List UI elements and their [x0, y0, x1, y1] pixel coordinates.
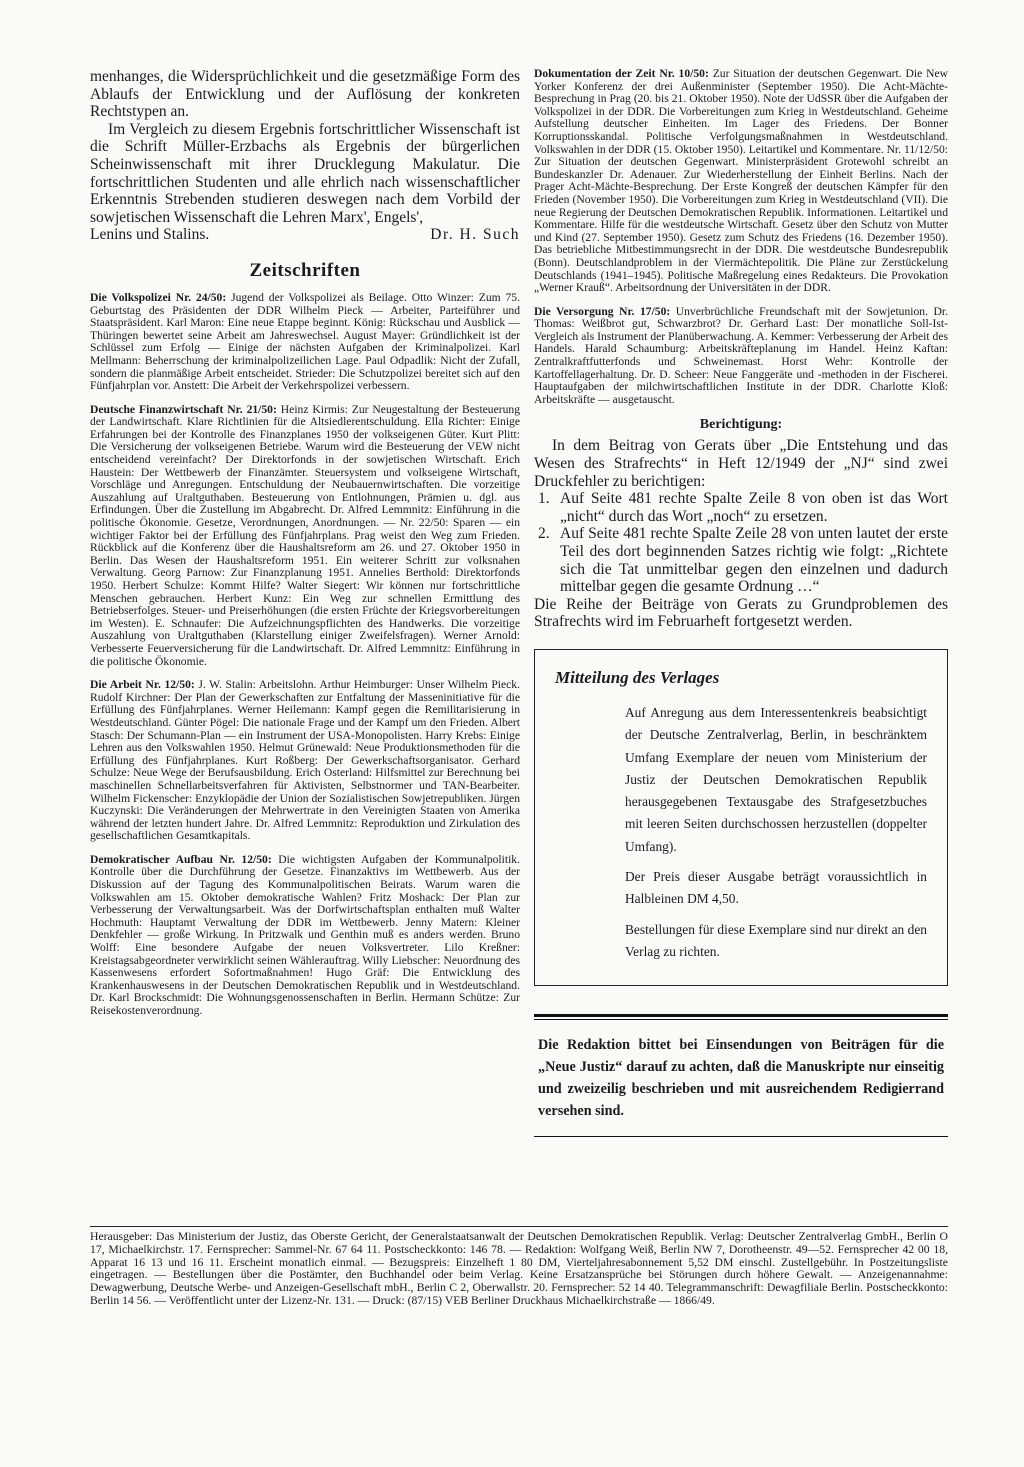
- journal-entry-text: Die wichtigsten Aufgaben der Kommunalpolitik. Kontrolle über die Durchführung der Gesetze. Finanzaktivs im Wettbewerb. Aus der Diskussion auf der Tagung des Kommunalpolitischen Beirats. Warum waren die Volkswahlen am 15. Oktober demokratische Wahlen? Fritz Moshack: Der Plan zur Verbesserung der Verwaltungsarbeit. Was der Dorfwirtschaftsplan enthalten muß Walter Hochmuth: Hauptamt Verwaltung der DDR im Wettbewerb. Jenny Matern: Kleiner Denkfehler — große Wirkung. In Pritzwalk und Genthin muß es anders werden. Bruno Wolff: Eine besondere Aufgabe der neuen Volksvertreter. Lilo Kreßner: Kreistagsabgeordneter verwirklicht seinen Wählerauftrag. Willy Liebscher: Neuordnung des Kassenwesens erfordert Sofortmaßnahmen! Hugo Gräf: Die Entwicklung des Krankenhauswesens in der Deutschen Demokratischen Republik und in Westdeutschland. Dr. Karl Brockschmidt: Die Wohnungsgenossenschaften in Berlin. Hermann Schütze: Zur Reisekostenverordnung.: [90, 852, 520, 1017]
- journal-entry-title: Die Versorgung Nr. 17/50:: [534, 304, 671, 318]
- journal-entry-text: J. W. Stalin: Arbeitslohn. Arthur Heimburger: Unser Wilhelm Pieck. Rudolf Kirchner: Der Plan der Gewerkschaften zur Entfaltung der Masseninitiative für die Erfüllung des Fünfjahrplanes. Werner Heilemann: Kampf gegen die Remilitarisierung in Westdeutschland. Günter Pögel: Die nationale Frage und der Kampf um den Frieden. Albert Stasch: Der Schumann-Plan — ein Instrument der USA-Monopolisten. Harry Krebs: Einige Lehren aus den Volkswahlen 1950. Helmut Grünewald: Neue Produktionsmethoden für die Erfüllung des Fünfjahrplanes. Kurt Roßberg: Der Gewerkschaftsorganisator. Gerhard Schulze: Neue Wege der Berufsausbildung. Erich Osterland: Hilfsmittel zur Berechnung bei maschinellen Schnellarbeitsverfahren für Aktivisten, Selbstnormer und TAN-Bearbeiter. Wilhelm Fickenscher: Enzyklopädie der Union der Sozialistischen Sowjetrepubliken. Jürgen Kuczynski: Die Veränderungen der Mehrwertrate in den Vereinigten Staaten von Amerika während der letzten hundert Jahre. Dr. Alfred Lemmnitz: Reproduktion und Zirkulation des gesellschaftlichen Gesamtkapitals.: [90, 678, 520, 843]
- intro-closing-line: [90, 226, 520, 244]
- journal-entry-title: Die Arbeit Nr. 12/50:: [90, 678, 195, 692]
- journal-entry-title: Demokratischer Aufbau Nr. 12/50:: [90, 852, 272, 866]
- journal-entry: [90, 679, 520, 843]
- journal-entry: [534, 68, 948, 295]
- journal-entry: [90, 854, 520, 1018]
- intro-paragraph-2: Im Vergleich zu diesem Ergebnis fortschrittlicher Wissenschaft ist die Schrift Müller-Erzbachs als Ergebnis der bürgerlichen Scheinwissenschaft mit ihrer Drucklegung Makulatur. Die fortschrittlichen Studenten und alle ehrlich nach wissenschaftlicher Erkenntnis Strebenden studieren deswegen nach dem Vorbild der sowjetischen Wissenschaft die Lehren Marx', Engels',: [90, 120, 520, 226]
- left-column: [90, 68, 520, 1029]
- publisher-notice-box: [534, 649, 948, 986]
- berichtigung-item-number: 1.: [538, 490, 550, 508]
- berichtigung-item-text: Auf Seite 481 rechte Spalte Zeile 28 von unten lautet der erste Teil des dort beginnenden Satzes richtig wie folgt: „Richtete sich die Tat unmittelbar gegen den einzelnen und dadurch mittelbar gegen die gesamte Ordnung …“: [560, 525, 948, 596]
- right-column: [534, 68, 948, 1137]
- journal-entry-text: Unverbrüchliche Freundschaft mit der Sowjetunion. Dr. Thomas: Weißbrot gut, Schwarzbrot? Dr. Gerhard Last: Der monatliche Soll-Ist-Vergleich als Instrument der Planüberwachung. A. Kemmer: Verbesserung der Arbeit des Handels. Harald Schaumburg: Arbeitskräfteplanung im Handel. Heinz Kaftan: Zentralkraftfutterfonds und Schweinemast. Horst Wehr: Kontrolle der Kartoffellagerhaltung. Dr. D. Scheer: Neue Fanggeräte und -methoden in der Fischerei. Hauptaufgaben der milchwirtschaftlichen Institute in der DDR. Charlotte Kloß: Arbeitskräfte — ausgetauscht.: [534, 304, 948, 406]
- notice-rule-bottom: [534, 1136, 948, 1137]
- publisher-notice-paragraph: Der Preis dieser Ausgabe beträgt voraussichtlich in Halbleinen DM 4,50.: [625, 869, 927, 907]
- berichtigung-title: Berichtigung:: [699, 417, 783, 433]
- berichtigung-item-text: Auf Seite 481 rechte Spalte Zeile 8 von oben ist das Wort „nicht“ durch das Wort „noch“ zu ersetzen.: [560, 490, 948, 525]
- journal-entry-text: Heinz Kirmis: Zur Neugestaltung der Besteuerung der Landwirtschaft. Klare Richtlinien für die Altsiedlerentschuldung. Ella Richter: Einige Erfahrungen bei der Kontrolle des Finanzplanes 1950 der volkseigenen Güter. Kurt Plitt: Die Versicherung der volkseigenen Betriebe. Warum wird die Besteuerung der VEW nicht entscheidend vereinfacht? Der Direktorfonds in der sowjetischen Wirtschaft. Erich Haustein: Der Wettbewerb der Finanzämter. Steuersystem und volkseigene Wirtschaft, Vorschläge und Anregungen. Entschuldung der Neubauernwirtschaften. Die vorzeitige Auszahlung auf Uraltguthaben. Besteuerung von Entlohnungen, Prämien u. dgl. aus Erfindungen. Über die Zustellung im Abgabrecht. Dr. Alfred Lemmnitz: Einführung in die politische Ökonomie. Gesetze, Verordnungen, Anordnungen. — Nr. 22/50: Sparen — ein wichtiger Faktor bei der Erfüllung des Fünfjahrplans. Prag weist den Weg zum Frieden. Rückblick auf die Konferenz über die Haushaltsreform am 26. und 27. Oktober 1950 in Berlin. Das Wesen der Haushaltsreform 1951. Ein weiterer Schritt zur volksnahen Verwaltung. Georg Parnow: Zur Finanzplanung 1951. Annelies Berthold: Direktorfonds 1950. Herbert Schulze: Kommt Hilfe? Walter Siegert: Wir können nur fortschrittliche Menschen gebrauchen. Herbert Kunz: Ein Weg zur schnellen Ermittlung des Betriebserfolges. Steuer- und Preiserhöhungen (die ersten Früchte der Kriegsvorbereitungen im Westen). E. Schnaufer: Die Aufzeichnungspflichten des Handwerks. Die vorzeitige Auszahlung von Uraltguthaben (Klarstellung einiger Zweifelsfragen). Werner Arnold: Verbesserte Feuerversicherung für die Landwirtschaft. Dr. Alfred Lemmnitz: Einführung in die politische Ökonomie.: [90, 402, 521, 668]
- journal-entry: [90, 292, 520, 393]
- journal-entry: [90, 404, 520, 668]
- footer-rule: [90, 1226, 948, 1227]
- section-title-zeitschriften: Zeitschriften: [249, 259, 361, 281]
- publisher-notice-paragraph: Auf Anregung aus dem Interessentenkreis beabsichtigt der Deutsche Zentralverlag, Berlin, in beschränktem Umfang Exemplare der neuen vom Ministerium der Justiz der Deutschen Demokratischen Republik herausgegebenen Textausgabe des Strafgesetzbuches mit leeren Seiten durchschossen herzustellen (doppelter Umfang).: [625, 704, 927, 854]
- journal-entry-title: Deutsche Finanzwirtschaft Nr. 21/50:: [90, 402, 277, 416]
- journal-entry-text: Zur Situation der deutschen Gegenwart. Die New Yorker Konferenz der drei Außenminister (September 1950). Die Acht-Mächte-Besprechung in Prag (20. bis 21. Oktober 1950). Note der UdSSR über die Aufgaben der Volkspolizei in der DDR. Die Vorbereitungen zum Krieg in Westdeutschland. Geheime Aufstellung deutscher Einheiten. Im Lager des Friedens. Der Bonner Korruptionsskandal. Politische Verfolgungsmaßnahmen in Westdeutschland. Volkswahlen in der DDR (15. Oktober 1950). Leitartikel und Kommentare. Nr. 11/12/50: Zur Situation der deutschen Gegenwart. Ministerpräsident Grotewohl schreibt an Bundeskanzler Dr. Adenauer. Zur Wiederherstellung der Einheit Berlins. Nach der Prager Acht-Mächte-Besprechung. Der Erste Kongreß der deutschen Kämpfer für den Frieden (November 1950). Die Vorbereitungen zum Krieg in Westdeutschland (VII). Die neue Regierung der Deutschen Demokratischen Republik. Informationen. Leitartikel und Kommentare. Hilfe für die westdeutsche Wirtschaft. Gesetz über den Schutz von Mutter und Kind (27. September 1950). Gesetz zum Schutz des Friedens (16. Dezember 1950). Das betriebliche Mitbestimmungsrecht in der DDR. Die westdeutsche Bundesrepublik (Bonn). Deutschlandproblem in der Viermächtepolitik. Die Pläne zur Zerstückelung Deutschlands (1941–1945). Politische Maßregelung eines Redakteurs. Die Provokation „Werner Krauß“. Arbeitsordnung der Universitäten in der DDR.: [534, 67, 948, 295]
- berichtigung-intro: In dem Beitrag von Gerats über „Die Entstehung und das Wesen des Strafrechts“ in Heft 12/1949 der „NJ“ sind zwei Druckfehler zu berichtigen:: [534, 437, 948, 490]
- notice-rule-top: [534, 1014, 948, 1017]
- journal-entry: [534, 306, 948, 407]
- intro-paragraph-1: menhanges, die Widersprüchlichkeit und die gesetzmäßige Form des Ablaufs der Entwicklung und der Auflösung der konkreten Rechtstypen an.: [90, 68, 520, 121]
- journal-entry-title: Die Volkspolizei Nr. 24/50:: [90, 290, 227, 304]
- berichtigung-closing: Die Reihe der Beiträge von Gerats zu Grundproblemen des Strafrechts wird im Februarheft fortgesetzt werden.: [534, 595, 948, 631]
- intro-last-line: Lenins und Stalins.: [90, 226, 210, 244]
- berichtigung-item: [534, 525, 948, 595]
- berichtigung-item-number: 2.: [538, 525, 550, 543]
- berichtigung-item: [534, 490, 948, 525]
- publisher-notice-paragraph: Bestellungen für diese Exemplare sind nur direkt an den Verlag zu richten.: [625, 921, 927, 959]
- berichtigung-section: [534, 417, 948, 631]
- journal-entry-title: Dokumentation der Zeit Nr. 10/50:: [534, 67, 709, 80]
- publisher-notice-title: Mitteilung des Verlages: [555, 667, 720, 687]
- author-signature: Dr. H. Such: [430, 226, 520, 244]
- berichtigung-list: [534, 490, 948, 596]
- imprint-footer: [90, 1226, 948, 1308]
- imprint-text: Herausgeber: Das Ministerium der Justiz, das Oberste Gericht, der Generalstaatsanwalt der Deutschen Demokratischen Republik. Verlag: Deutscher Zentralverlag GmbH., Berlin O 17, Michaelkirchstr. 17. Fernsprecher: Sammel-Nr. 67 64 11. Postscheckkonto: 146 78. — Redaktion: Wolfgang Weiß, Berlin NW 7, Dorotheenstr. 49—52. Fernsprecher 42 00 18, Apparat 16 13 und 16 11. Erscheint monatlich einmal. — Bezugspreis: Einzelheft 1 80 DM, Vierteljahresabonnement 5,52 DM einschl. Zustellgebühr. In Postzeitungsliste eingetragen. — Bestellungen über die Postämter, den Buchhandel oder beim Verlag. Keine Ersatzansprüche bei Störungen durch höhere Gewalt. — Anzeigenannahme: Dewagwerbung, Deutsche Werbe- und Anzeigen-Gesellschaft mbH., Berlin C 2, Oberwallstr. 20. Fernsprecher: 52 14 40. Telegrammanschrift: Dewagfiliale Berlin. Postscheckkonto: Berlin 14 56. — Veröffentlicht unter der Lizenz-Nr. 131. — Druck: (87/15) VEB Berliner Druckhaus Michaelkirchstraße — 1866/49.: [90, 1230, 948, 1307]
- journal-entry-text: Jugend der Volkspolizei als Beilage. Otto Winzer: Zum 75. Geburtstag des Präsidenten der DDR Wilhelm Pieck — Arbeiter, Parteiführer und Staatspräsident. Karl Maron: Eine neue Etappe beginnt. König: Rückschau und Ausblick — Thüringen bewertet seine Arbeit am Jahreswechsel. August Mayer: Gründlichkeit ist der Schlüssel zum Erfolg — Einige der nächsten Aufgaben der Kriminalpolizei. Karl Mellmann: Beherrschung der kriminalpolizeilichen Lage. Paul Odpadlik: Nicht der Zufall, sondern die planmäßige Arbeit entscheidet. Strieder: Die Schutzpolizei bereitet sich auf den Fünfjahrplan vor. Anstett: Die Arbeit der Verkehrspolizei verbessern.: [90, 290, 520, 393]
- publisher-notice-body: [625, 702, 927, 963]
- editorial-notice: Die Redaktion bittet bei Einsendungen von Beiträgen für die „Neue Justiz“ darauf zu achten, daß die Manuskripte nur einseitig und zweizeilig beschrieben und mit ausreichendem Redigierrand versehen sind.: [538, 1037, 944, 1120]
